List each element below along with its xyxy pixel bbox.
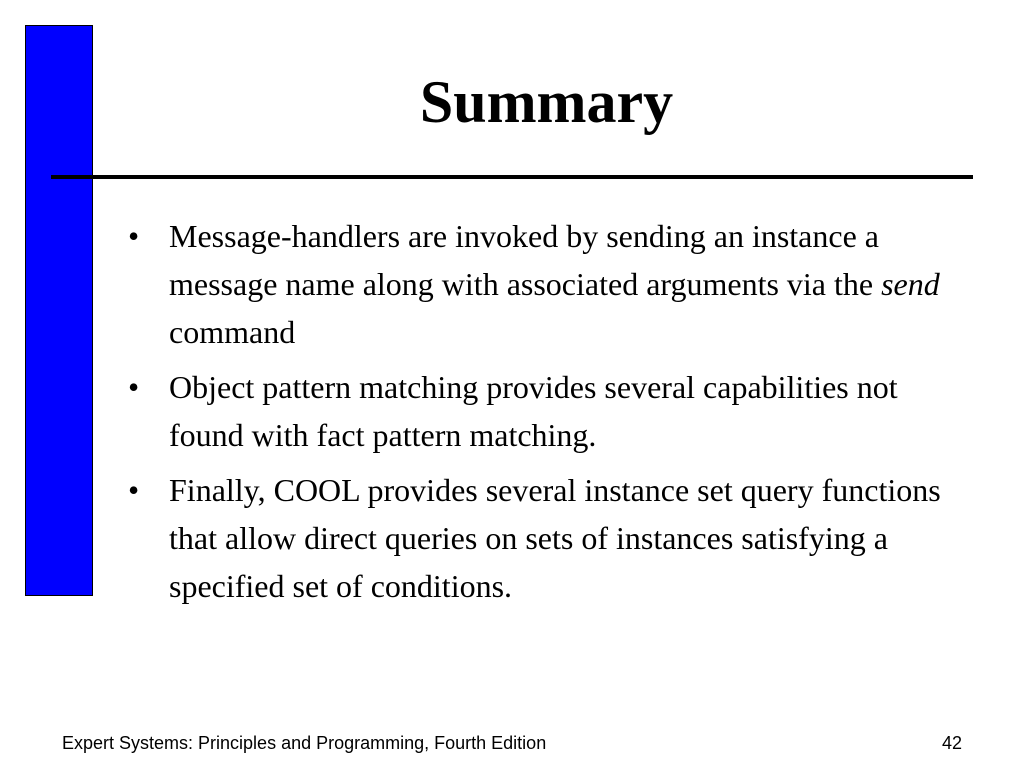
footer-book-title: Expert Systems: Principles and Programming, Fourth Edition	[62, 733, 547, 753]
bullet-icon: •	[128, 218, 140, 254]
slide-title-text: Summary	[419, 69, 674, 135]
bullet-list	[128, 212, 968, 617]
bullet-text-part: Message-handlers are invoked by sending an instance a message name along with associated arguments via the	[169, 218, 882, 302]
bullet-item	[128, 363, 968, 459]
bullet-item	[128, 466, 968, 610]
bullet-icon: •	[128, 369, 140, 405]
bullet-text: Finally, COOL provides several instance set query functions that allow direct queries on sets of instances satisfying a specified set of conditions.	[169, 472, 941, 604]
bullet-text: Object pattern matching provides several capabilities not found with fact pattern matching.	[169, 369, 898, 453]
bullet-text-part: command	[169, 314, 296, 350]
bullet-icon: •	[128, 472, 140, 508]
title-divider	[51, 175, 973, 179]
bullet-item	[128, 212, 968, 356]
slide-title	[95, 62, 1024, 142]
footer-page-number: 42	[941, 733, 962, 753]
bullet-emphasis: send	[881, 266, 940, 302]
accent-bar	[25, 25, 93, 596]
